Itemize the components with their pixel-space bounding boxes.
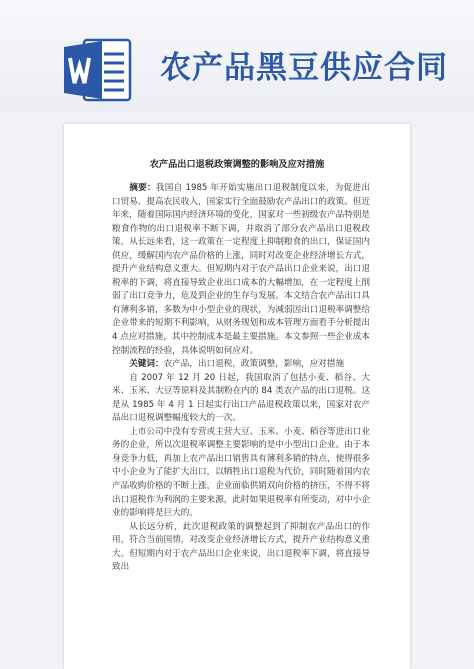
document-header-banner xyxy=(0,0,474,112)
keywords-paragraph xyxy=(112,358,370,372)
keywords-label: 关键词： xyxy=(129,359,164,370)
body-paragraph: 自 2007 年 12 月 20 日起，我国取消了包括小麦、稻谷、大米、玉米、大豆等原料及其制粉在内的 84 类农产品的出口退税。这是从 1985 年 4 月 1 日起实行出口产品退税政策以来，国家对农产品出口退税调整幅度较大的一次。 xyxy=(112,372,370,424)
article-body xyxy=(112,182,370,575)
abstract-text: 我国自 1985 年开始实施出口退税制度以来，为促进出口贸易、提高农民收入，国家实行全面鼓励农产品出口的政策。但近年来，随着国际国内经济环境的变化，国家对一些初级农产品特别是粮食作物的出口退税率不断下调，并取消了部分农产品出口退税政策，从长远来看，这一政策在一定程度上抑制粮食的出口，保证国内供应，缓解国内农产品价格的上涨，同时对改变企业经济增长方式，提升产业结构意义重大。但短期内对于农产品出口企业来说，出口退税率的下调，将直接导致企业出口成本的大幅增加，在一定程度上削弱了出口竞争力，危及到企业的生存与发展。本文结合农产品出口具有薄利多销，多数为中小型企业的现状，为减弱因出口退税率调整给企业带来的短期不利影响，从财务规划和成本管理方面看手分析提出 4 点应对措施，其中控制成本是最主要措施。本文参照一些企业成本控制流程的经验，具体说明如何应对。 xyxy=(112,183,370,356)
abstract-label: 摘要： xyxy=(129,183,156,193)
body-paragraph: 上市公司中没有专营或主营大豆、玉米、小麦、稻谷等进出口业务的企业，所以次退税率调整主要影响的是中小型出口企业。由于本身竞争力低，再加上农产品出口销售具有薄利多销的特点，使得很多中小企业为了能扩大出口，以牺牲出口退税为代价，同时随着国内农产品收购价格的不断上涨，企业面临供销双向价格的挤压，不得不将出口退税作为利润的主要来源，此时如果退税率有所变动，对中小企业的影响将是巨大的。 xyxy=(112,426,370,519)
abstract-paragraph xyxy=(112,182,370,358)
word-document-icon xyxy=(62,38,132,102)
article-title: 农产品出口退税政策调整的影响及应对措施 xyxy=(149,159,325,170)
body-paragraph: 从长远分析，此次退税政策的调整起到了抑制农产品出口的作用，符合当前国情，对改变企业经济增长方式，提升产业结构意义重大。但短期内对于农产品出口企业来说，出口退税率下调，将直接导致出 xyxy=(112,521,370,573)
keywords-text: 农产品，出口退税，政策调整，影响，应对措施 xyxy=(163,359,345,370)
document-title: 农产品黑豆供应合同 xyxy=(160,50,448,86)
document-page xyxy=(64,124,410,669)
